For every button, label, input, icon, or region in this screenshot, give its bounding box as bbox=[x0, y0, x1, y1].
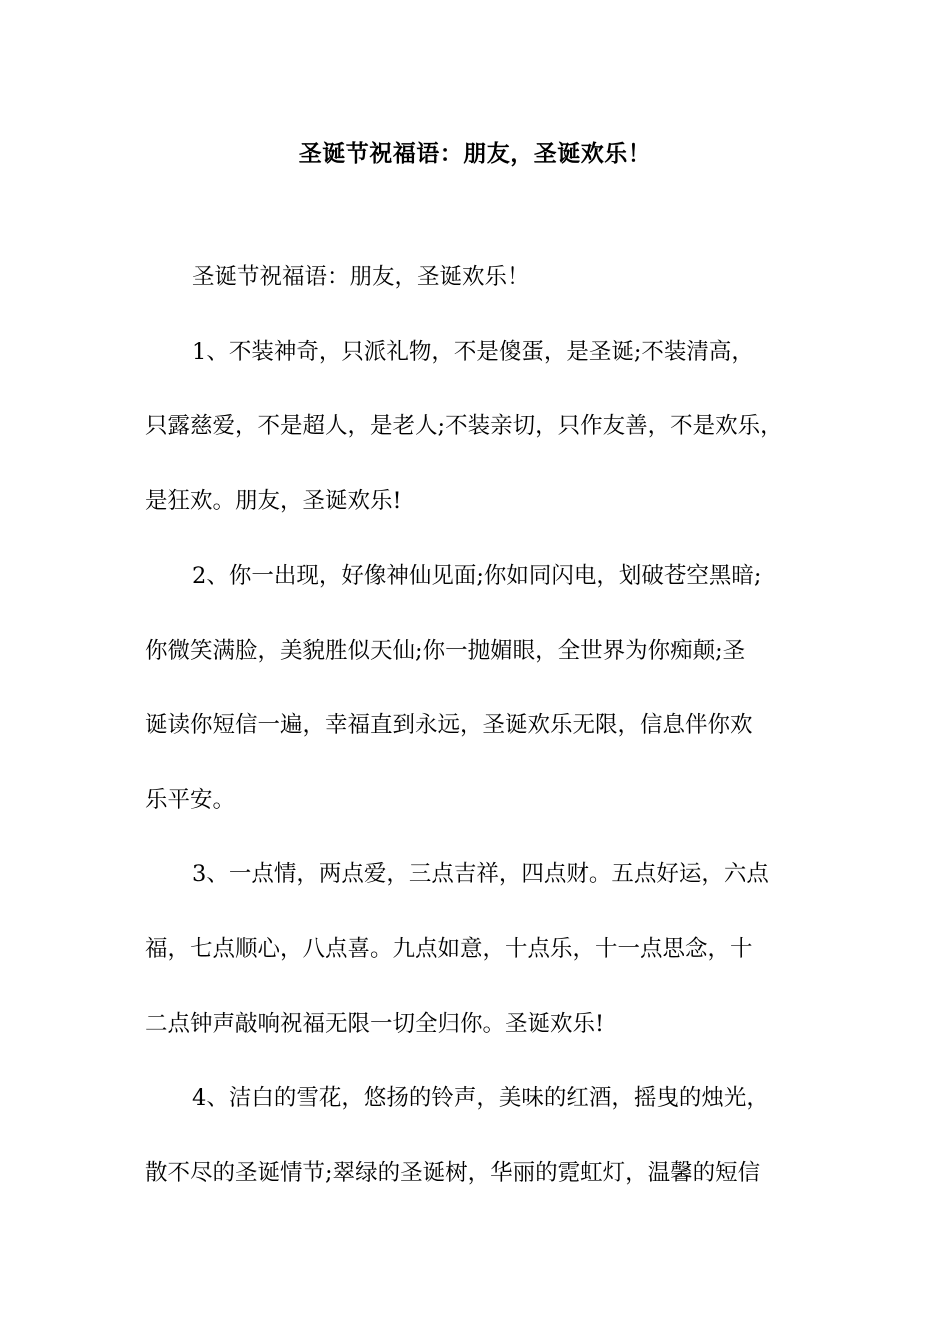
paragraph-line: 3、一点情，两点爱，三点吉祥，四点财。五点好运，六点 bbox=[192, 861, 769, 887]
paragraph-line: 1、不装神奇，只派礼物，不是傻蛋，是圣诞;不装清高， bbox=[192, 339, 754, 365]
paragraph-line: 4、洁白的雪花，悠扬的铃声，美味的红酒，摇曳的烛光， bbox=[192, 1085, 769, 1111]
paragraph-line: 只露慈爱，不是超人，是老人;不装亲切，只作友善，不是欢乐， bbox=[145, 413, 783, 439]
paragraph-line: 是狂欢。朋友，圣诞欢乐! bbox=[145, 488, 402, 514]
paragraph-line: 诞读你短信一遍，幸福直到永远，圣诞欢乐无限，信息伴你欢 bbox=[145, 712, 753, 738]
document-title: 圣诞节祝福语：朋友，圣诞欢乐！ bbox=[298, 141, 652, 167]
paragraph-line: 你微笑满脸，美貌胜似天仙;你一抛媚眼，全世界为你痴颠;圣 bbox=[145, 638, 746, 664]
paragraph-line: 乐平安。 bbox=[145, 787, 236, 813]
paragraph-line: 2、你一出现，好像神仙见面;你如同闪电，划破苍空黑暗; bbox=[192, 563, 762, 589]
paragraph-line: 二点钟声敲响祝福无限一切全归你。圣诞欢乐! bbox=[145, 1011, 605, 1037]
paragraph-line: 散不尽的圣诞情节;翠绿的圣诞树，华丽的霓虹灯，温馨的短信 bbox=[145, 1160, 761, 1186]
paragraph-line: 福，七点顺心，八点喜。九点如意，十点乐，十一点思念，十 bbox=[145, 936, 753, 962]
intro-line: 圣诞节祝福语：朋友，圣诞欢乐！ bbox=[192, 264, 530, 290]
